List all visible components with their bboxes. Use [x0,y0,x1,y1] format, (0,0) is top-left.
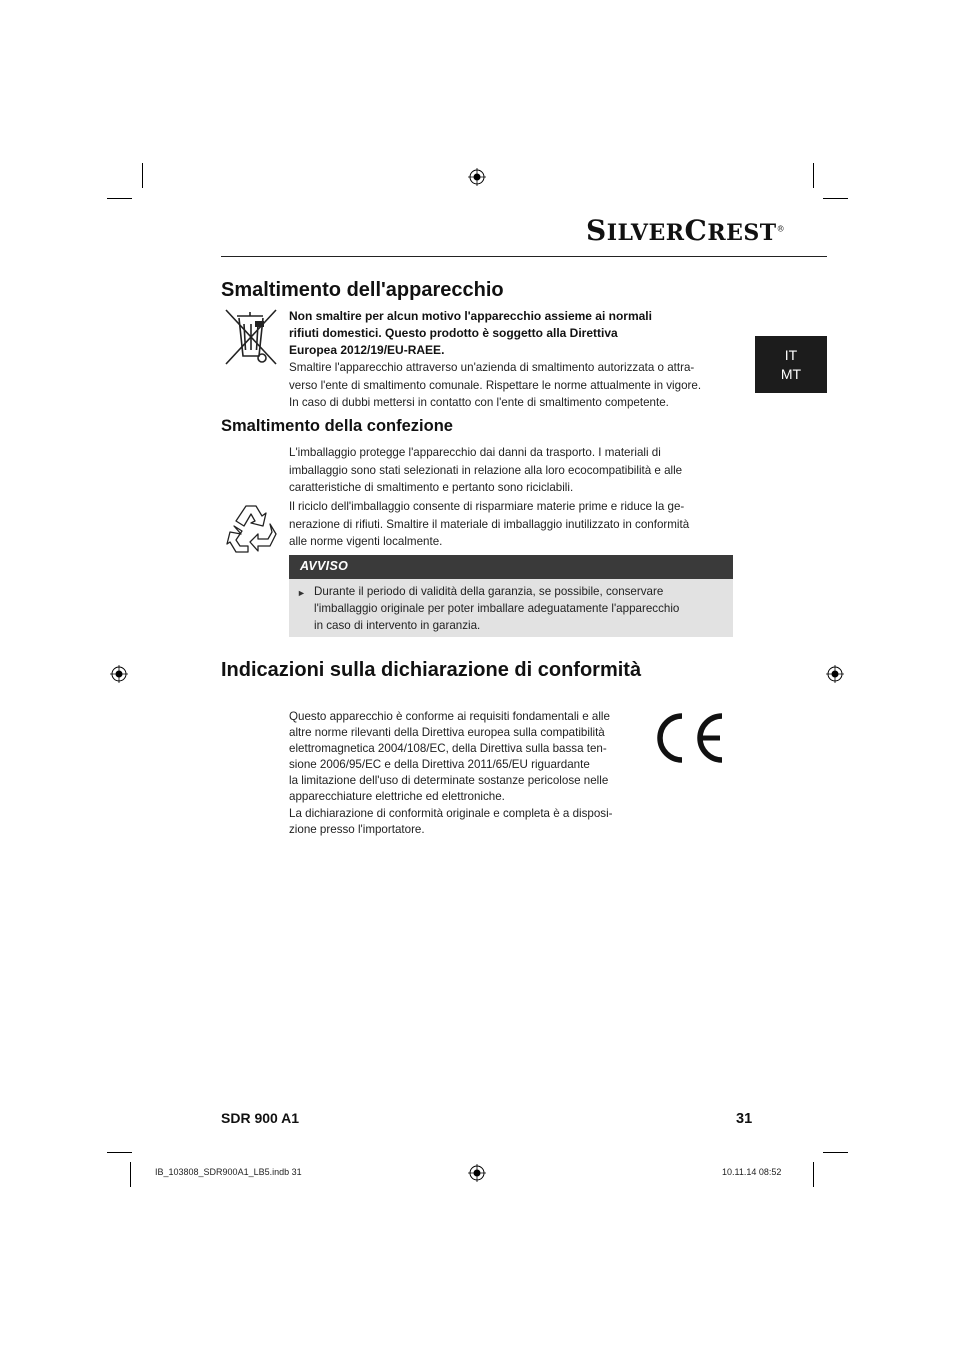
notice-text: Durante il periodo di validità della garanzia, se possibile, conservare l'imballaggio originale per poter imballare adeguatamente l'apparecchio in caso di intervento in garanzia. [314,585,680,633]
notice-title: AVVISO [300,559,349,573]
crop-mark [823,1152,848,1153]
crossed-out-wheelie-bin-icon [222,306,280,368]
packaging-paragraph-1: L'imballaggio protegge l'apparecchio dai danni da trasporto. I materiali di imballaggio sono stati selezionati in relazione alla loro ecocompatibilità e alle caratteristiche di smaltimento e pertanto sono riciclabili. [289,446,683,495]
print-slug-file: IB_103808_SDR900A1_LB5.indb 31 [155,1167,302,1177]
packaging-paragraph-2: Il riciclo dell'imballaggio consente di risparmiare materie prime e riduce la ge- nerazione di rifiuti. Smaltire il materiale di imballaggio inutilizzato in conformità alle norme vigenti localmente. [289,500,690,549]
language-code-mt: MT [780,366,802,382]
registration-mark-icon [468,168,486,186]
crop-mark [107,1152,132,1153]
disposal-warning: Non smaltire per alcun motivo l'apparecchio assieme ai normali rifiuti domestici. Questo prodotto è soggetto alla Direttiva Europea 2012/19/EU-RAEE. [289,309,652,358]
notice-body [289,579,733,637]
crop-mark [823,198,848,199]
crop-mark [813,163,814,188]
crop-mark [130,1162,131,1187]
crop-mark [142,163,143,188]
section-heading-conformity: Indicazioni sulla dichiarazione di conformità [221,659,642,681]
conformity-body: Questo apparecchio è conforme ai requisiti fondamentali e alle altre norme rilevanti della Direttiva europea sulla compatibilità elettromagnetica 2004/108/EC, della Direttiva sulla bassa ten- sione 2006/95/EC e della Direttiva 2011/65/EU riguardante la limitazione dell'uso di determinate sostanze pericolose nelle apparecchiature elettriche ed elettroniche. La dichiarazione di conformità originale e completa è a disposi- zione presso l'importatore. [289,710,613,836]
section-heading-packaging: Smaltimento della confezione [221,417,453,435]
bullet-triangle-icon: ► [297,588,306,598]
model-number: SDR 900 A1 [221,1110,300,1126]
print-slug-date: 10.11.14 08:52 [722,1167,782,1177]
language-code-it: IT [784,347,798,363]
registration-mark-icon [826,665,844,683]
page-number: 31 [736,1111,753,1127]
crop-mark [107,198,132,199]
language-tab [755,336,827,393]
recycling-arrows-icon [226,500,284,556]
section-heading-disposal: Smaltimento dell'apparecchio [221,279,504,301]
registration-mark-icon [110,665,128,683]
header-divider [221,256,827,257]
brand-logo: SILVERCREST® [586,214,786,247]
ce-mark-icon [652,711,728,765]
crop-mark [813,1162,814,1187]
registration-mark-icon [468,1164,486,1182]
notice-header [289,555,733,579]
disposal-body: Smaltire l'apparecchio attraverso un'azienda di smaltimento autorizzata o attra- verso l'ente di smaltimento comunale. Rispettare le norme attualmente in vigore. In caso di dubbi mettersi in contatto con l'ente di smaltimento competente. [289,361,702,410]
